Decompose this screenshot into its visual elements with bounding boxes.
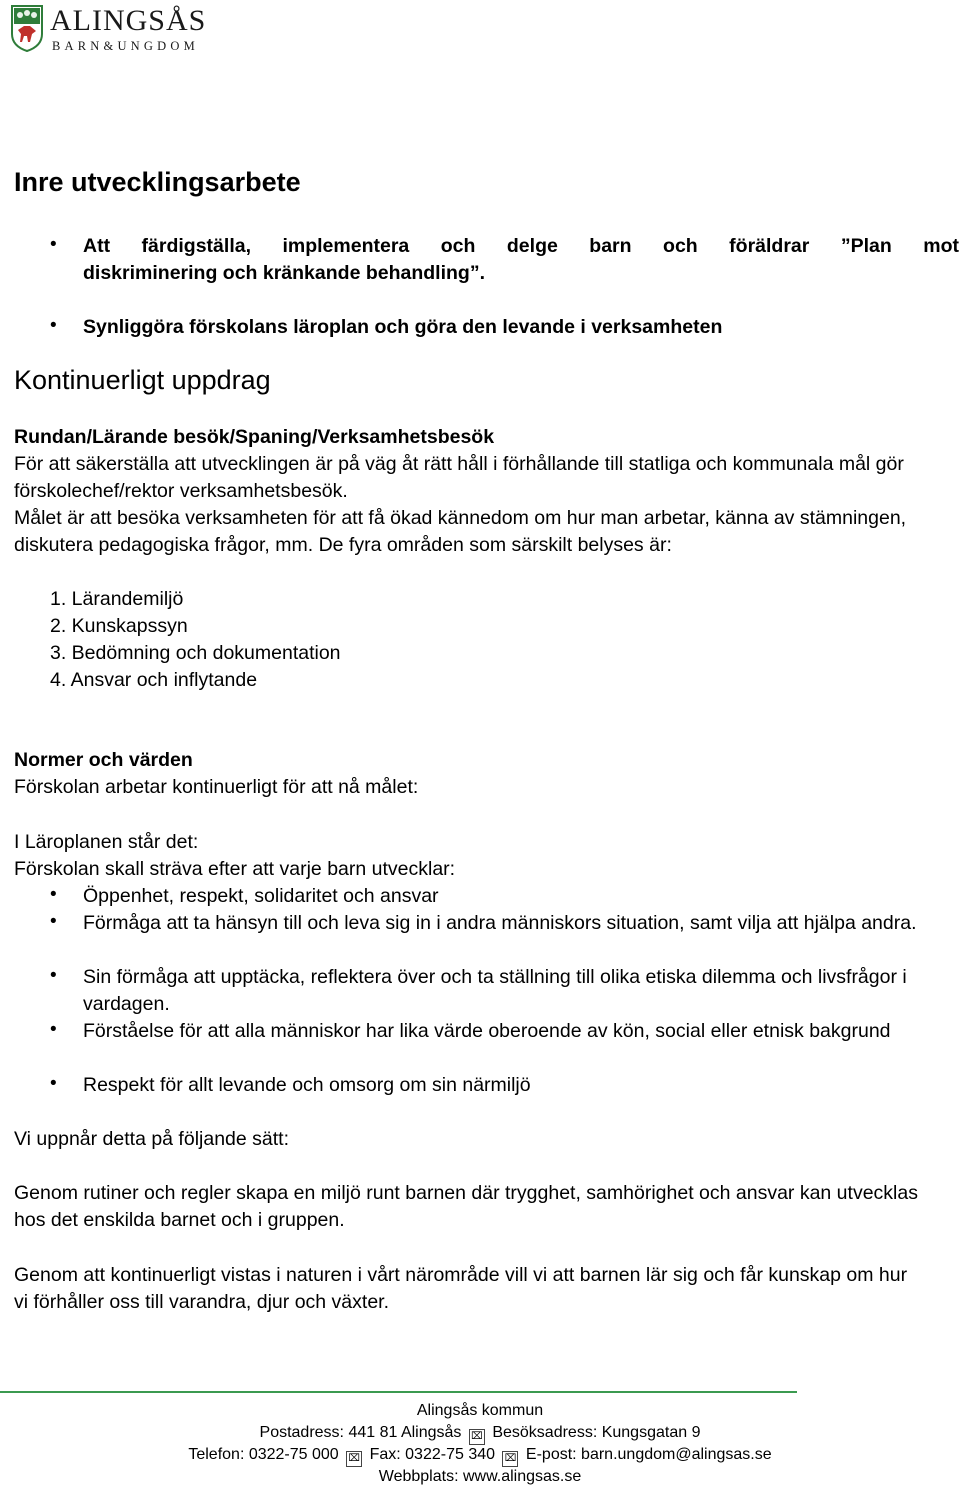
logo — [10, 4, 240, 56]
laroplan-bullet-1: Öppenhet, respekt, solidaritet och ansvar — [83, 885, 439, 907]
bullet-2: Synliggöra förskolans läroplan och göra den levande i verksamheten — [83, 316, 723, 338]
subheading-rundan: Rundan/Lärande besök/Spaning/Verksamhetsbesök — [14, 426, 495, 448]
bullet-1-line2: diskriminering och kränkande behandling”. — [83, 262, 485, 284]
how-title: Vi uppnår detta på följande sätt: — [14, 1128, 290, 1150]
laroplan-bullet-4: Förståelse för att alla människor har lika värde oberoende av kön, social eller etnisk bakgrund — [83, 1020, 891, 1042]
list-item: 3. Bedömning och dokumentation — [50, 642, 341, 664]
heading-inre-utvecklingsarbete: Inre utvecklingsarbete — [14, 167, 301, 197]
footer-address-line — [0, 1422, 960, 1445]
laroplan-bullet-5: Respekt för allt levande och omsorg om sin närmiljö — [83, 1074, 531, 1096]
numbered-list — [50, 586, 341, 694]
paragraph-naturen: Genom att kontinuerligt vistas i naturen i vårt närområde vill vi att barnen lär sig och får kunskap om hur vi förhåller oss till varandra, djur och växter. — [14, 1264, 908, 1313]
bullet-dot: • — [50, 911, 57, 932]
footer-email[interactable]: E-post: barn.ungdom@alingsas.se — [525, 1446, 772, 1463]
footer-visit: Besöksadress: Kungsgatan 9 — [492, 1424, 701, 1441]
bullet-dot: • — [50, 315, 57, 336]
logo-subtitle: BARN&UNGDOM — [52, 39, 199, 53]
laroplan-bullet-3: Sin förmåga att upptäcka, reflektera över och ta ställning till olika etiska dilemma och livsfrågor i vardagen. — [83, 966, 907, 1015]
bullet-dot: • — [50, 1019, 57, 1040]
bullet-dot: • — [50, 965, 57, 986]
separator-icon: ⌧ — [346, 1451, 362, 1467]
bullet-dot: • — [50, 884, 57, 905]
laroplan-title: I Läroplanen står det: — [14, 831, 199, 853]
laroplan-bullet-2: Förmåga att ta hänsyn till och leva sig in i andra människors situation, samt vilja att hjälpa andra. — [83, 912, 917, 934]
list-item: 2. Kunskapssyn — [50, 615, 188, 637]
bullet-dot: • — [50, 234, 57, 255]
footer-phone: Telefon: 0322-75 000 — [188, 1446, 339, 1463]
list-item: 1. Lärandemiljö — [50, 588, 184, 610]
coat-of-arms-icon — [10, 4, 44, 52]
footer-web[interactable]: Webbplats: www.alingsas.se — [378, 1468, 582, 1485]
bullet-dot: • — [50, 1073, 57, 1094]
paragraph-malet: Målet är att besöka verksamheten för att få ökad kännedom om hur man arbetar, känna av stämningen, diskutera pedagogiska frågor, mm. De fyra områden som särskilt belyses är: — [14, 507, 907, 556]
footer-contact-line — [0, 1444, 960, 1467]
logo-name: ALINGSÅS — [50, 4, 207, 37]
laroplan-intro: Förskolan skall sträva efter att varje barn utvecklar: — [14, 858, 456, 880]
paragraph-verksamhetsbesok: För att säkerställa att utvecklingen är på väg åt rätt håll i förhållande till statliga och kommunala mål gör förskolechef/rektor verksamhetsbesök. — [14, 453, 904, 502]
heading-kontinuerligt-uppdrag: Kontinuerligt uppdrag — [14, 365, 271, 395]
heading-normer-och-varden: Normer och värden — [14, 749, 193, 771]
separator-icon: ⌧ — [469, 1429, 485, 1445]
bullet-1-line1: Att färdigställa, implementera och delge barn och föräldrar ”Plan mot — [83, 235, 959, 257]
footer-fax: Fax: 0322-75 340 — [369, 1446, 496, 1463]
separator-icon: ⌧ — [502, 1451, 518, 1467]
paragraph-rutiner: Genom rutiner och regler skapa en miljö runt barnen där trygghet, samhörighet och ansvar kan utvecklas hos det enskilda barnet och i gruppen. — [14, 1182, 918, 1231]
bullet-1 — [83, 233, 959, 287]
list-item: 4. Ansvar och inflytande — [50, 669, 258, 691]
footer-rule — [0, 1391, 797, 1393]
normer-intro: Förskolan arbetar kontinuerligt för att nå målet: — [14, 776, 419, 798]
footer-org: Alingsås kommun — [416, 1402, 544, 1419]
footer-postal: Postadress: 441 81 Alingsås — [259, 1424, 462, 1441]
